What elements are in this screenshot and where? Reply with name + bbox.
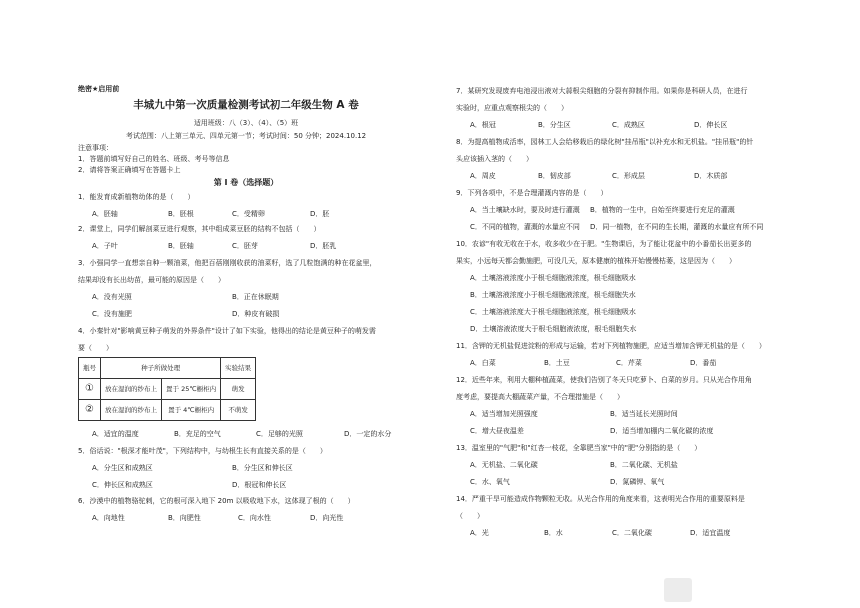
scan-smudge (664, 578, 692, 602)
question-14-option-c[interactable]: C．二氧化碳 (612, 529, 652, 537)
table-cell: 不萌发 (221, 400, 256, 421)
question-3-option-c[interactable]: C．没有施肥 (92, 310, 132, 318)
question-9-option-b[interactable]: B．植物的一生中，自始至终要进行充足的灌溉 (590, 206, 735, 214)
question-6-option-d[interactable]: D．向光性 (310, 514, 344, 522)
table-cell: 放在湿润的纱布上 (101, 379, 162, 400)
section-heading: 第 I 卷（选择题） (213, 178, 279, 187)
question-2-option-d[interactable]: D．胚乳 (310, 242, 337, 250)
question-7-option-b[interactable]: B．分生区 (538, 121, 571, 129)
question-5-option-d[interactable]: D．根冠和伸长区 (232, 481, 287, 489)
question-10-stem-line1: 10．农谚"有收无收在于水，收多收少在于肥。"生物课后，为了能让花盆中的小番茄长出更多的 (456, 240, 752, 248)
question-7-option-a[interactable]: A．根冠 (470, 121, 496, 129)
question-12-option-d[interactable]: D．适当增加棚内二氧化碳的浓度 (610, 427, 714, 435)
question-12-option-b[interactable]: B．适当延长光照时间 (610, 410, 678, 418)
question-12-stem-line1: 12．近些年来，利用大棚种植蔬菜，使我们告别了冬天只吃萝卜、白菜的岁月。只从光合作用角 (456, 376, 752, 384)
question-5-option-c[interactable]: C．伸长区和成熟区 (92, 481, 153, 489)
question-14-option-a[interactable]: A．光 (470, 529, 489, 537)
notes-title: 注意事项： (78, 144, 113, 152)
table-cell: ① (79, 379, 101, 400)
note-2: 2．请将答案正确填写在答题卡上 (78, 166, 181, 174)
question-11-option-c[interactable]: C．芹菜 (616, 359, 642, 367)
question-2-option-b[interactable]: B．胚轴 (168, 242, 194, 250)
question-9-stem: 9．下列各项中，不是合理灌溉内容的是（ ） (456, 189, 608, 197)
question-5-option-a[interactable]: A．分生区和成熟区 (92, 464, 153, 472)
question-13-option-b[interactable]: B．二氧化碳、无机盐 (610, 461, 678, 469)
question-14-option-b[interactable]: B．水 (544, 529, 563, 537)
question-1-option-c[interactable]: C．受精卵 (232, 210, 265, 218)
question-8-option-b[interactable]: B．韧皮部 (538, 172, 571, 180)
question-8-stem-line1: 8．为提高植物成活率，园林工人会给移栽后的绿化树"挂吊瓶"以补充水和无机盐。"挂吊瓶"的针 (456, 138, 754, 146)
question-8-option-c[interactable]: C．形成层 (612, 172, 645, 180)
question-11-option-a[interactable]: A．白菜 (470, 359, 496, 367)
table-cell: 置于 4℃橱柜内 (162, 400, 221, 421)
question-13-option-d[interactable]: D．氮磷钾、氧气 (610, 478, 665, 486)
question-3-stem-line2: 结果却没有长出幼苗，最可能的原因是（ ） (78, 276, 225, 284)
question-2-option-a[interactable]: A．子叶 (92, 242, 118, 250)
question-8-option-a[interactable]: A．周皮 (470, 172, 496, 180)
question-13-option-c[interactable]: C．水、氧气 (470, 478, 510, 486)
question-2-stem: 2．课堂上，同学们解剖菜豆进行观察，其中组成菜豆胚的结构不包括（ ） (78, 225, 321, 233)
question-9-option-c[interactable]: C．不同的植物，灌溉的水量应不同 (470, 223, 580, 231)
question-3-option-d[interactable]: D．种皮有破损 (232, 310, 280, 318)
question-4-option-d[interactable]: D．一定的水分 (344, 430, 392, 438)
question-7-option-d[interactable]: D．伸长区 (694, 121, 728, 129)
question-7-stem-line2: 实验时，应重点观察根尖的（ ） (456, 104, 568, 112)
question-1-option-d[interactable]: D．胚 (310, 210, 330, 218)
question-10-option-d[interactable]: D．土壤溶液浓度大于根毛细胞液浓度，根毛细胞失水 (470, 325, 637, 333)
question-9-option-d[interactable]: D．同一植物，在不同的生长期，灌溉的水量应有所不同 (590, 223, 764, 231)
table-cell: ② (79, 400, 101, 421)
question-12-stem-line2: 度考虑，要提高大棚蔬菜产量，不合理措施是（ ） (456, 393, 624, 401)
question-3-option-b[interactable]: B．正在休眠期 (232, 293, 279, 301)
question-6-option-b[interactable]: B．向肥性 (168, 514, 201, 522)
question-4-option-a[interactable]: A．适宜的温度 (92, 430, 139, 438)
question-8-stem-line2: 头应该插入茎的（ ） (456, 155, 533, 163)
table-header-row (79, 358, 256, 379)
experiment-table (78, 357, 256, 421)
question-10-option-c[interactable]: C．土壤溶液浓度大于根毛细胞液浓度，根毛细胞吸水 (470, 308, 636, 316)
question-4-option-c[interactable]: C．足够的光照 (256, 430, 303, 438)
exam-title: 丰城九中第一次质量检测考试初二年级生物 A 卷 (133, 99, 359, 111)
table-row (79, 379, 256, 400)
question-6-stem: 6．沙漠中的植物骆驼刺，它的根可深入地下 20m 以吸收地下水，这体现了根的（ ） (78, 497, 355, 505)
table-row (79, 400, 256, 421)
table-cell: 放在湿润的纱布上 (101, 400, 162, 421)
question-4-stem-line1: 4．小秦针对"影响黄豆种子萌发的外界条件"设计了如下实验，他得出的结论是黄豆种子的萌发需 (78, 327, 376, 335)
question-5-stem: 5．俗话说："根深才能叶茂"，下列结构中，与幼根生长有直接关系的是（ ） (78, 447, 327, 455)
question-11-option-b[interactable]: B．土豆 (544, 359, 570, 367)
question-8-option-d[interactable]: D．木质部 (694, 172, 728, 180)
question-6-option-a[interactable]: A．向地性 (92, 514, 125, 522)
question-11-option-d[interactable]: D．番茄 (690, 359, 717, 367)
table-cell: 置于 25℃橱柜内 (162, 379, 221, 400)
question-13-option-a[interactable]: A．无机盐、二氧化碳 (470, 461, 538, 469)
question-1-option-a[interactable]: A．胚轴 (92, 210, 118, 218)
question-3-option-a[interactable]: A．没有光照 (92, 293, 132, 301)
question-11-stem: 11．含钾的无机盐促进淀粉的形成与运输，若对下列植物施肥，应适当增加含钾无机盐的是（ ） (456, 342, 766, 350)
question-10-stem-line2: 果实，小远每天都会勤施肥，可没几天，原本健康的植株开始慢慢枯萎，这是因为（ ） (456, 257, 736, 265)
question-3-stem-line1: 3．小强同学一直想亲自种一颗油菜，他把百蓓刚刚收获的油菜籽，选了几粒饱满的种在花盆里， (78, 259, 377, 267)
question-4-option-b[interactable]: B．充足的空气 (174, 430, 221, 438)
question-7-option-c[interactable]: C．成熟区 (612, 121, 645, 129)
exam-scope: 考试范围：八上第三单元、四单元第一节；考试时间：50 分钟；2024.10.12 (125, 132, 367, 140)
confidential-mark: 绝密★启用前 (78, 85, 120, 93)
question-6-option-c[interactable]: C．向水性 (238, 514, 271, 522)
question-12-option-c[interactable]: C．增大昼夜温差 (470, 427, 524, 435)
question-1-stem: 1．能发育成新植物幼体的是（ ） (78, 193, 195, 201)
question-1-option-b[interactable]: B．胚根 (168, 210, 194, 218)
question-4-stem-line2: 要（ ） (78, 344, 113, 352)
question-7-stem-line1: 7．某研究发现废弃电池浸出液对大蒜根尖细胞的分裂有抑制作用。如果你是科研人员，在进行 (456, 87, 748, 95)
question-5-option-b[interactable]: B．分生区和伸长区 (232, 464, 293, 472)
table-header-cell: 瓶号 (79, 358, 101, 379)
table-cell: 萌发 (221, 379, 256, 400)
question-14-stem-line2: （ ） (456, 512, 484, 520)
question-12-option-a[interactable]: A．适当增加光照强度 (470, 410, 538, 418)
table-header-cell: 种子所做处理 (101, 358, 221, 379)
question-10-option-b[interactable]: B．土壤溶液浓度小于根毛细胞液浓度，根毛细胞失水 (470, 291, 636, 299)
note-1: 1．答题前填写好自己的姓名、班级、考号等信息 (78, 155, 230, 163)
question-13-stem: 13．温室里的"气肥"和"红杏一枝花，全靠肥当家"中的"肥"分别指的是（ ） (456, 444, 702, 452)
question-10-option-a[interactable]: A．土壤溶液浓度小于根毛细胞液浓度，根毛细胞吸水 (470, 274, 636, 282)
question-2-option-c[interactable]: C．胚芽 (232, 242, 258, 250)
question-14-option-d[interactable]: D．适宜温度 (690, 529, 731, 537)
table-header-cell: 实验结果 (221, 358, 256, 379)
question-14-stem-line1: 14．严重干旱可能造成作物颗粒无收。从光合作用的角度来看，这表明光合作用的重要原料是 (456, 495, 745, 503)
question-9-option-a[interactable]: A．当土壤缺水时，要及时进行灌溉 (470, 206, 580, 214)
applicable-classes: 适用班级：八（3）、（4）、（5）班 (193, 119, 299, 127)
